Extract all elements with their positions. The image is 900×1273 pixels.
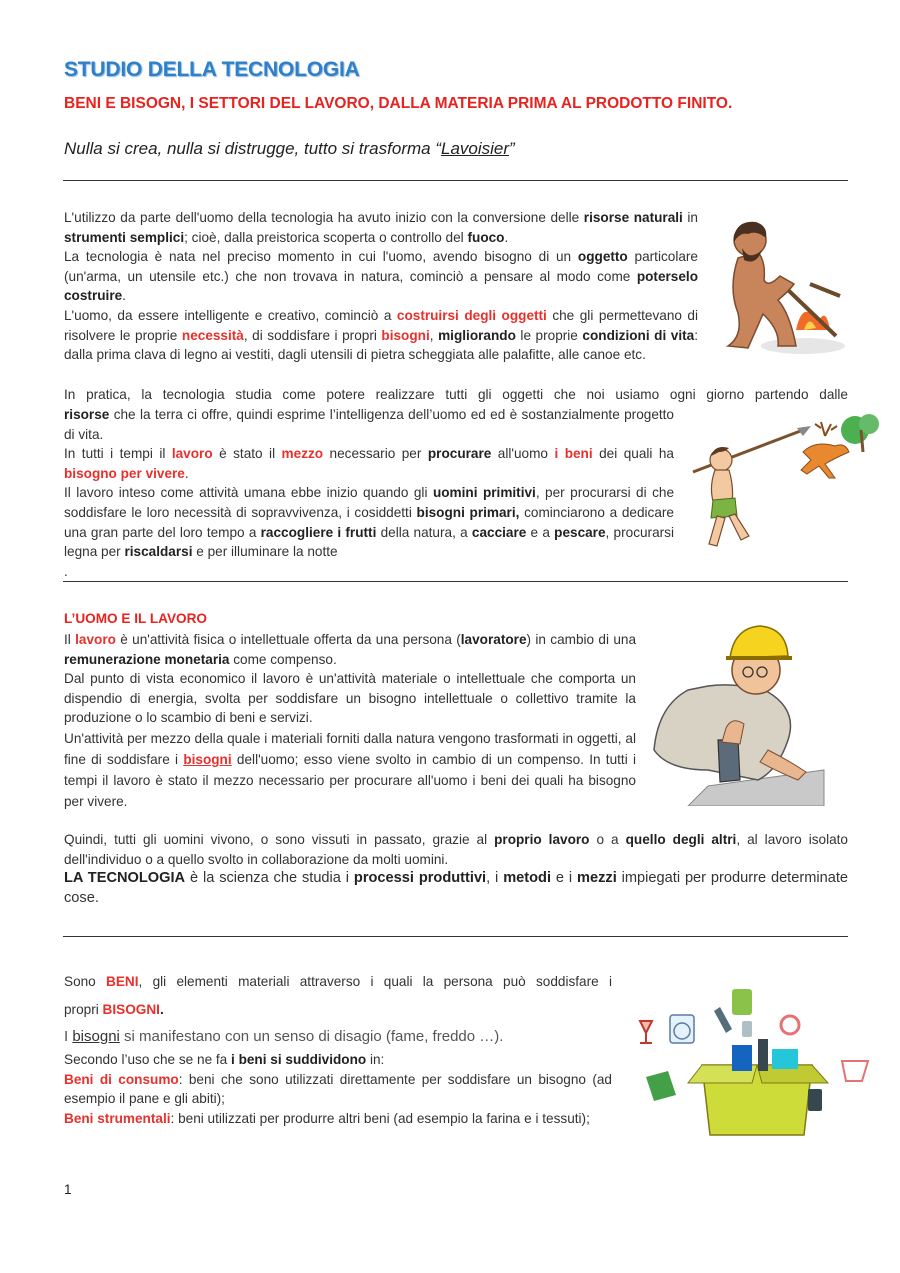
beni-p5: Beni strumentali: beni utilizzati per produrre altri beni (ad esempio la farina e i tessuti); xyxy=(64,1110,590,1126)
beni-p3: Secondo l’uso che se ne fa i beni si suddividono in: xyxy=(64,1052,385,1067)
intro-p4b: risorse che la terra ci offre, quindi esprime l’intelligenza dell’uomo ed ed è sostanzialmente progetto di vita. xyxy=(64,407,674,442)
intro-p5: In tutti i tempi il lavoro è stato il mezzo necessario per procurare all'uomo i beni dei quali ha bisogno per vivere. xyxy=(64,446,674,481)
page-number: 1 xyxy=(64,1182,72,1197)
intro-block-2 xyxy=(64,405,674,562)
page-title: STUDIO DELLA TECNOLOGIA xyxy=(64,58,360,81)
lavoro-p5: LA TECNOLOGIA è la scienza che studia i processi produttivi, i metodi e i mezzi impiegati per produrre determinate cose. xyxy=(64,870,849,906)
intro-p6: Il lavoro inteso come attività umana ebbe inizio quando gli uomini primitivi, per procurarsi di che soddisfare le loro necessità di sopravvivenza, i cosiddetti bisogni primari, cominciarono a dedicare una gran parte del loro tempo a raccogliere i frutti della natura, a cacciare e a pescare, procurarsi legna per riscaldarsi e per illuminare la notte xyxy=(64,485,675,560)
goods-box-illustration xyxy=(632,985,887,1145)
intro-p3: L'uomo, da essere intelligente e creativo, cominciò a costruirsi degli oggetti che gli permettevano di risolvere le proprie necessità, di soddisfare i propri bisogni, migliorando le proprie condizioni di vita: dalla prima clava di legno ai vestiti, dagli utensili di pietra scheggiata alle palafitte, alle canoe etc. xyxy=(64,307,699,363)
quote xyxy=(64,139,515,159)
beni-p1: Sono BENI, gli elementi materiali attraverso i quali la persona può soddisfare i xyxy=(64,974,612,989)
lavoro-block xyxy=(64,630,636,812)
divider xyxy=(63,180,848,181)
quote-text: Nulla si crea, nulla si distrugge, tutto si trasforma “ xyxy=(64,139,441,158)
section-heading-lavoro: L’UOMO E IL LAVORO xyxy=(64,611,207,626)
intro-p2: La tecnologia è nata nel preciso momento in cui l'uomo, avendo bisogno di un oggetto particolare (un'arma, un utensile etc.) che non trovava in natura, cominciò a pensare al modo come poterselo costruire. xyxy=(64,249,698,304)
beni-p4: Beni di consumo: beni che sono utilizzati direttamente per soddisfare un bisogno (ad esempio il pane e gli abiti); xyxy=(64,1071,612,1107)
beni-block xyxy=(64,1050,612,1128)
quote-end: ” xyxy=(509,139,515,158)
beni-p2: I bisogni si manifestano con un senso di disagio (fame, freddo …). xyxy=(64,1028,504,1045)
beni-p1b: propri BISOGNI. xyxy=(64,1002,164,1017)
lavoro-p4: Quindi, tutti gli uomini vivono, o sono vissuti in passato, grazie al proprio lavoro o a quello degli altri, al lavoro isolato dell'individuo o a quello svolto in collaborazione da molti uomini. xyxy=(64,832,848,867)
lavoro-p2: Dal punto di vista economico il lavoro è un'attività materiale o intellettuale che comporta un dispendio di energia, svolta per soddisfare un bisogno intellettuale o collettivo tramite la produzione o lo scambio di beni e servizi. xyxy=(64,671,636,726)
lavoro-p1: Il lavoro è un'attività fisica o intellettuale offerta da una persona (lavoratore) in cambio di una remunerazione monetaria come compenso. xyxy=(64,632,636,667)
divider xyxy=(63,936,848,937)
lavoro-p3: Un'attività per mezzo della quale i materiali forniti dalla natura vengono trasformati in oggetti, al fine di soddisfare i bisogni dell'uomo; esso viene svolto in cambio di un compenso. In tutti i tempi il lavoro è stato il mezzo necessario per procurare all'uomo i beni dei quali ha bisogno per vivere. xyxy=(64,730,636,809)
divider xyxy=(63,581,848,582)
page-subtitle: BENI E BISOGN, I SETTORI DEL LAVORO, DALLA MATERIA PRIMA AL PRODOTTO FINITO. xyxy=(64,95,733,112)
caveman-fire-illustration xyxy=(708,218,853,358)
intro-dot: . xyxy=(64,564,68,579)
worker-jigsaw-illustration xyxy=(648,620,828,806)
quote-author: Lavoisier xyxy=(440,139,510,158)
intro-p1: L'utilizzo da parte dell'uomo della tecnologia ha avuto inizio con la conversione delle risorse naturali in strumenti semplici; cioè, dalla preistorica scoperta o controllo del fuoco. xyxy=(64,210,698,245)
intro-block-1 xyxy=(64,208,698,365)
caveman-hunting-illustration xyxy=(685,412,895,552)
intro-p4a: In pratica, la tecnologia studia come potere realizzare tutti gli oggetti che noi usiamo ogni giorno partendo dalle xyxy=(64,387,848,402)
